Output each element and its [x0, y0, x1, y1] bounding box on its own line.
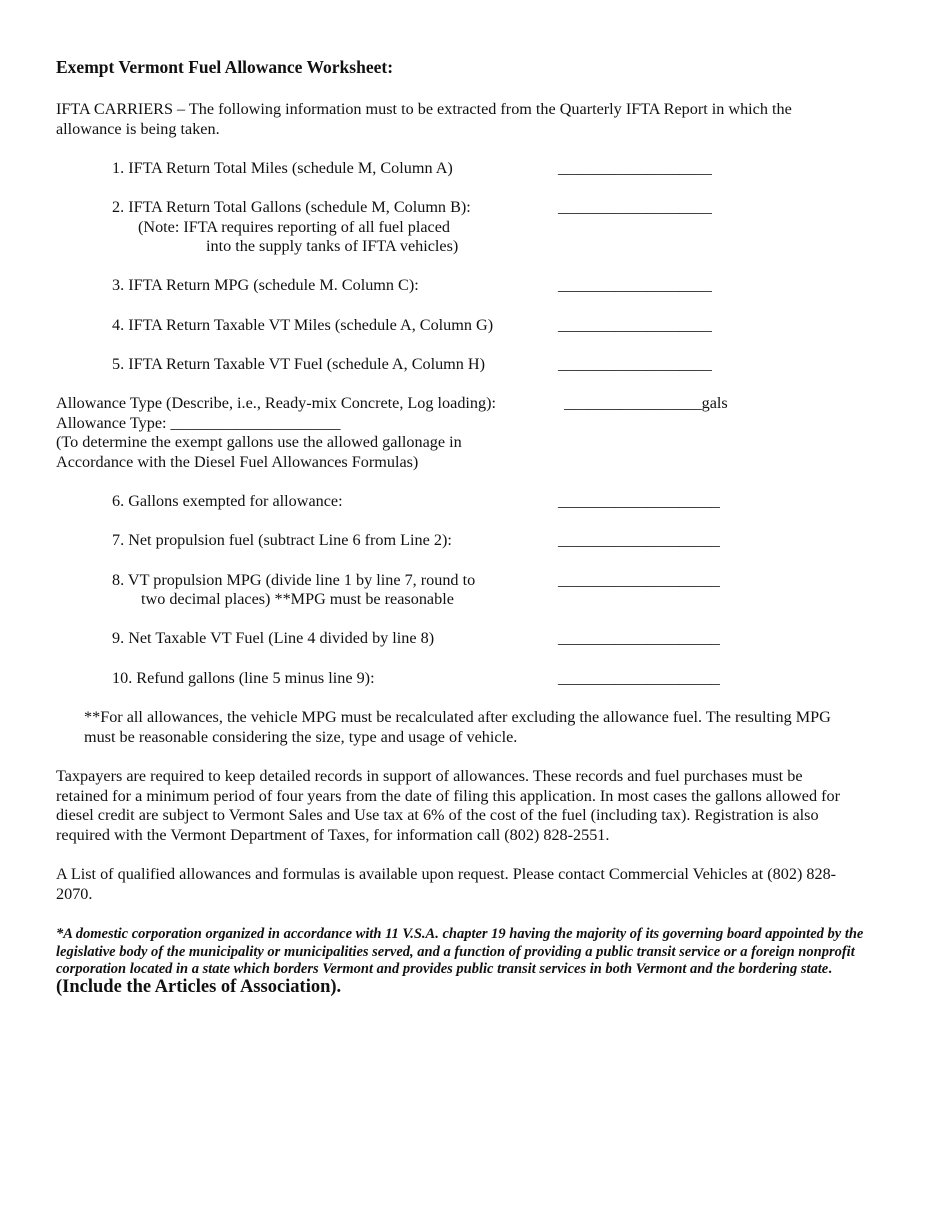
mpg-note-line-1: **For all allowances, the vehicle MPG must be recalculated after excluding the allowance fuel. The resulting MPG	[84, 708, 831, 726]
footnote-emphasis: (Include the Articles of Association).	[56, 976, 342, 997]
records-line-4: required with the Vermont Department of Taxes, for information call (802) 828-2551.	[56, 826, 610, 844]
item-6-label: 6. Gallons exempted for allowance:	[112, 492, 343, 510]
item-2-note-1: (Note: IFTA requires reporting of all fuel placed	[138, 218, 451, 236]
allowance-type-line[interactable]: Allowance Type: _____________________	[56, 414, 341, 432]
item-3-label: 3. IFTA Return MPG (schedule M. Column C):	[112, 276, 419, 294]
item-10-blank[interactable]: ____________________	[558, 669, 720, 687]
allowance-note-2: Accordance with the Diesel Fuel Allowances Formulas)	[56, 453, 419, 471]
item-4-blank[interactable]: ___________________	[558, 316, 712, 334]
footnote-period: .	[828, 961, 832, 978]
item-7-label: 7. Net propulsion fuel (subtract Line 6 from Line 2):	[112, 531, 452, 549]
item-5-label: 5. IFTA Return Taxable VT Fuel (schedule A, Column H)	[112, 355, 485, 373]
records-line-2: retained for a minimum period of four years from the date of filing this application. In most cases the gallons allowed for	[56, 787, 840, 805]
item-8-blank[interactable]: ____________________	[558, 571, 720, 589]
mpg-note-line-2: must be reasonable considering the size, type and usage of vehicle.	[84, 728, 518, 746]
item-9-blank[interactable]: ____________________	[558, 629, 720, 647]
contact-line-1: A List of qualified allowances and formulas is available upon request. Please contact Commercial Vehicles at (802) 828-	[56, 865, 837, 883]
footnote-text: *A domestic corporation organized in accordance with 11 V.S.A. chapter 19 having the majority of its governing board appointed by the legislative body of the municipality or municipalities served, and a function of providing a public transit service or a foreign nonprofit corporation located in a state which borders Vermont and provides public transit services in both Vermont and the bordering state	[56, 926, 864, 978]
item-8-label-2: two decimal places) **MPG must be reasonable	[141, 590, 454, 608]
item-2-note-2: into the supply tanks of IFTA vehicles)	[206, 237, 459, 255]
contact-line-2: 2070.	[56, 885, 93, 903]
item-5-blank[interactable]: ___________________	[558, 355, 712, 373]
item-1-label: 1. IFTA Return Total Miles (schedule M, Column A)	[112, 159, 453, 177]
records-line-1: Taxpayers are required to keep detailed records in support of allowances. These records and fuel purchases must be	[56, 767, 803, 785]
item-10-label: 10. Refund gallons (line 5 minus line 9):	[112, 669, 375, 687]
records-line-3: diesel credit are subject to Vermont Sales and Use tax at 6% of the cost of the fuel (including tax). Registration is also	[56, 806, 819, 824]
item-1-blank[interactable]: ___________________	[558, 159, 712, 177]
item-8-label: 8. VT propulsion MPG (divide line 1 by line 7, round to	[112, 571, 476, 589]
footnote	[56, 926, 898, 997]
item-2-label: 2. IFTA Return Total Gallons (schedule M, Column B):	[112, 198, 471, 216]
item-6-blank[interactable]: ____________________	[558, 492, 720, 510]
item-9-label: 9. Net Taxable VT Fuel (Line 4 divided by line 8)	[112, 629, 435, 647]
intro-line-1: IFTA CARRIERS – The following information must to be extracted from the Quarterly IFTA Report in which the	[56, 100, 792, 118]
item-4-label: 4. IFTA Return Taxable VT Miles (schedule A, Column G)	[112, 316, 494, 334]
allowance-gals-blank[interactable]: _________________gals	[564, 394, 728, 412]
allowance-note-1: (To determine the exempt gallons use the allowed gallonage in	[56, 433, 462, 451]
allowance-type-describe: Allowance Type (Describe, i.e., Ready-mix Concrete, Log loading):	[56, 394, 496, 412]
intro-line-2: allowance is being taken.	[56, 120, 220, 138]
item-7-blank[interactable]: ____________________	[558, 531, 720, 549]
item-3-blank[interactable]: ___________________	[558, 276, 712, 294]
page-title: Exempt Vermont Fuel Allowance Worksheet:	[56, 57, 394, 77]
item-2-blank[interactable]: ___________________	[558, 198, 712, 216]
